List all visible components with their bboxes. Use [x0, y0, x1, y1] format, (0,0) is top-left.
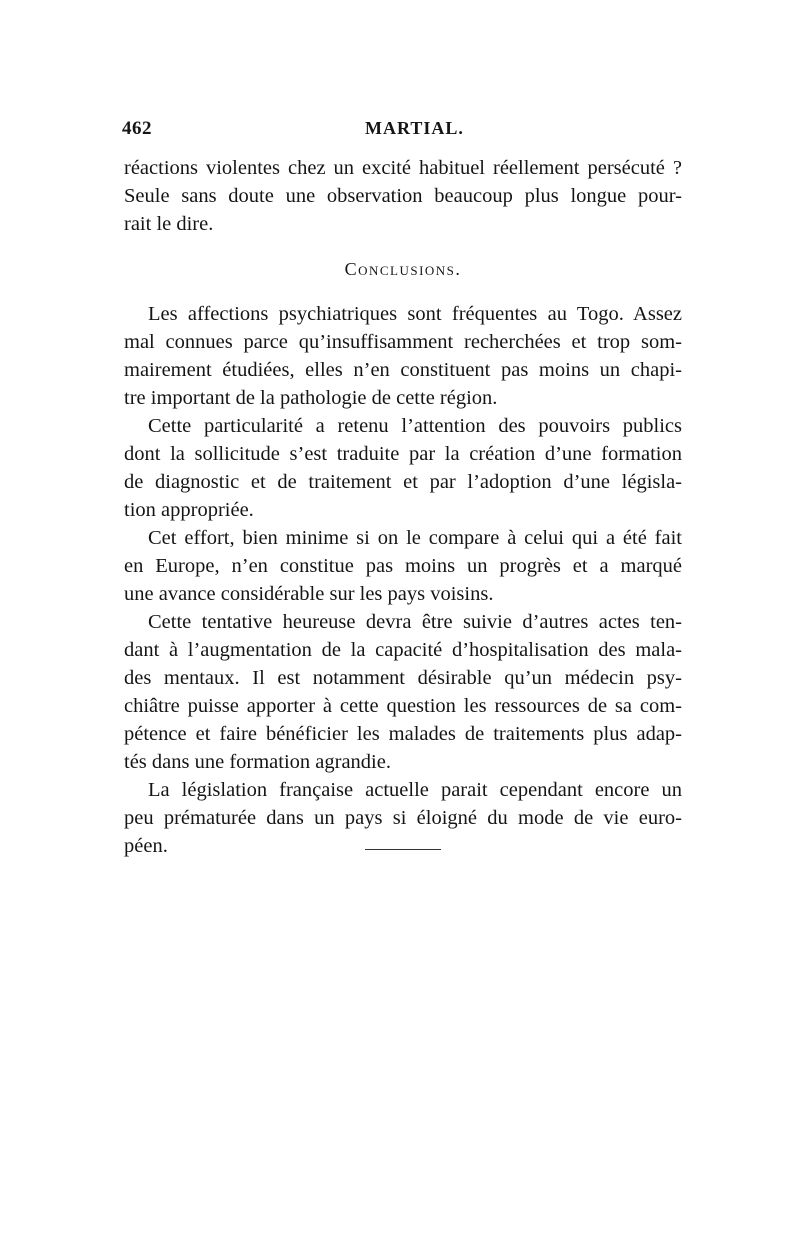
text-line: de diagnostic et de traitement et par l’adoption d’une législa-: [124, 471, 682, 493]
text-line: rait le dire.: [124, 213, 214, 235]
text-line: chiâtre puisse apporter à cette question les ressources de sa com-: [124, 695, 682, 717]
text-line: dont la sollicitude s’est traduite par la création d’une formation: [124, 443, 682, 465]
text-line: Cet effort, bien minime si on le compare à celui qui a été fait: [148, 527, 682, 549]
text-line: mairement étudiées, elles n’en constituent pas moins un chapi-: [124, 359, 682, 381]
paragraph-5: [124, 776, 682, 860]
text-line: une avance considérable sur les pays voisins.: [124, 583, 494, 605]
text-line: pétence et faire bénéficier les malades de traitements plus adap-: [124, 723, 682, 745]
page-number: 462: [122, 118, 152, 139]
paragraph-3: [124, 524, 682, 608]
text-line: Seule sans doute une observation beaucoup plus longue pour-: [124, 185, 682, 207]
text-line: en Europe, n’en constitue pas moins un progrès et a marqué: [124, 555, 682, 577]
text-line: Les affections psychiatriques sont fréquentes au Togo. Assez: [148, 303, 682, 325]
running-title: MARTIAL.: [365, 118, 464, 138]
end-separator-rule: [365, 849, 441, 850]
text-line: La législation française actuelle parait cependant encore un: [148, 779, 682, 801]
text-line: dant à l’augmentation de la capacité d’hospitalisation des mala-: [124, 639, 682, 661]
paragraph-1: [124, 300, 682, 412]
text-line: peu prématurée dans un pays si éloigné du mode de vie euro-: [124, 807, 682, 829]
text-line: Cette tentative heureuse devra être suivie d’autres actes ten-: [148, 611, 682, 633]
paragraph-2: [124, 412, 682, 524]
section-heading: Conclusions.: [344, 259, 462, 279]
text-line: des mentaux. Il est notamment désirable qu’un médecin psy-: [124, 667, 682, 689]
intro-paragraph: [124, 154, 682, 238]
text-line: tés dans une formation agrandie.: [124, 751, 391, 773]
text-line: tre important de la pathologie de cette région.: [124, 387, 498, 409]
text-line: mal connues parce qu’insuffisamment recherchées et trop som-: [124, 331, 682, 353]
running-head: [122, 118, 682, 146]
text-line: péen.: [124, 835, 168, 857]
text-line: tion appropriée.: [124, 499, 254, 521]
text-line: réactions violentes chez un excité habituel réellement persécuté ?: [124, 157, 682, 179]
paragraph-4: [124, 608, 682, 776]
text-block: [124, 154, 682, 860]
text-line: Cette particularité a retenu l’attention des pouvoirs publics: [148, 415, 682, 437]
